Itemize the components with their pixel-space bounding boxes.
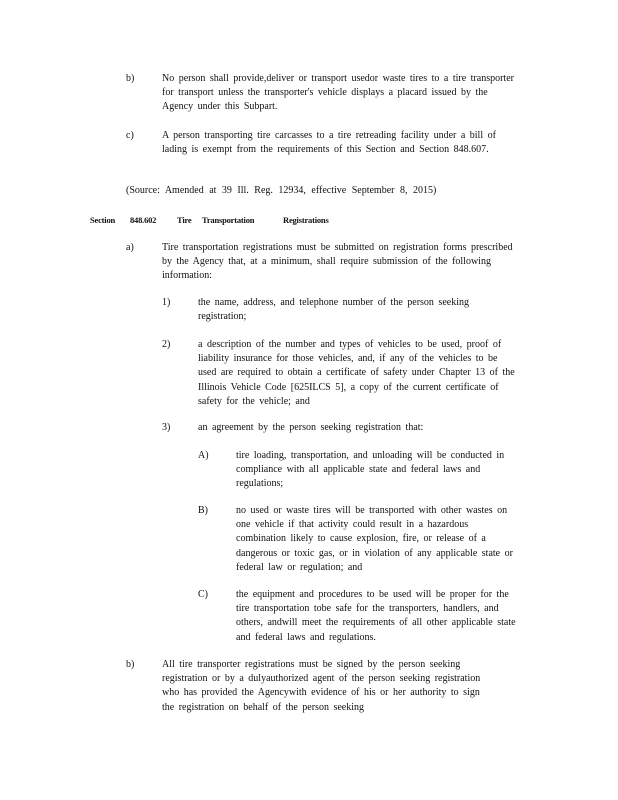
subsection-text: a description of the number and types of vehicles to be used, proof of liability insurance for those vehicles, and, if any of the vehicles to be used are required to obtain a certificate of safety under Chapter 13 of the Illinois Vehicle Code [625ILCS 5], a copy of the current certificate of safety for the vehicle; and [198, 339, 515, 407]
subsection-label: b) [126, 659, 135, 670]
subsection-text: the name, address, and telephone number of the person seeking registration; [198, 297, 469, 323]
subsection-a-3-B [198, 504, 518, 576]
paragraph-b-placard [126, 72, 526, 116]
subsection-a-2 [162, 338, 522, 410]
subsection-text: the equipment and procedures to be used will be proper for the tire transportation tobe safe for the transporters, handlers, and others, andwill meet the requirements of all other applicable state and federal laws and regulations. [236, 589, 516, 643]
subsection-label: 2) [162, 339, 171, 350]
section-title-word-3: Registrations [283, 215, 329, 225]
subsection-label: C) [198, 589, 208, 600]
subsection-text: tire loading, transportation, and unloading will be conducted in compliance with all applicable state and federal laws and regulations; [236, 450, 505, 490]
subsection-text: All tire transporter registrations must be signed by the person seeking registration or by a dulyauthorized agent of the person seeking registration who has provided the Agencywith evidence of his or her authority to sign the registration on behalf of the person seeking [162, 659, 481, 713]
section-word: Section [90, 215, 116, 225]
subsection-text: Tire transportation registrations must be submitted on registration forms prescribed by the Agency that, at a minimum, shall require submission of the following information: [162, 242, 513, 282]
subsection-a [126, 241, 526, 285]
subsection-a-3-A [198, 449, 518, 493]
subsection-a-3-C [198, 588, 528, 660]
subsection-b [126, 658, 526, 718]
subsection-text: no used or waste tires will be transported with other wastes on one vehicle if that activity could result in a hazardous combination likely to cause explosion, fire, or release of a dangerous or toxic gas, or in violation of any applicable state or federal law or regulation; and [236, 505, 513, 573]
section-title-word-1: Tire [177, 215, 192, 225]
subsection-label: 3) [162, 422, 171, 433]
subsection-label: A) [198, 450, 209, 461]
subsection-a-1 [162, 296, 522, 326]
subsection-a-3 [162, 421, 522, 437]
source-note: (Source: Amended at 39 Ill. Reg. 12934, effective September 8, 2015) [126, 185, 437, 196]
subsection-label: B) [198, 505, 208, 516]
paragraph-text: A person transporting tire carcasses to a tire retreading facility under a bill of lading is exempt from the requirements of this Section and Section 848.607. [162, 130, 496, 156]
subsection-text: an agreement by the person seeking registration that: [198, 422, 424, 433]
subsection-label: a) [126, 242, 134, 253]
section-title-word-2: Transportation [202, 215, 255, 225]
paragraph-label: c) [126, 130, 134, 141]
section-number: 848.602 [130, 215, 157, 225]
paragraph-c-retreading [126, 129, 526, 173]
paragraph-text: No person shall provide,deliver or transport usedor waste tires to a tire transporter for transport unless the transporter's vehicle displays a placard issued by the Agency under this Subpart. [162, 73, 514, 113]
paragraph-label: b) [126, 73, 135, 84]
subsection-label: 1) [162, 297, 171, 308]
